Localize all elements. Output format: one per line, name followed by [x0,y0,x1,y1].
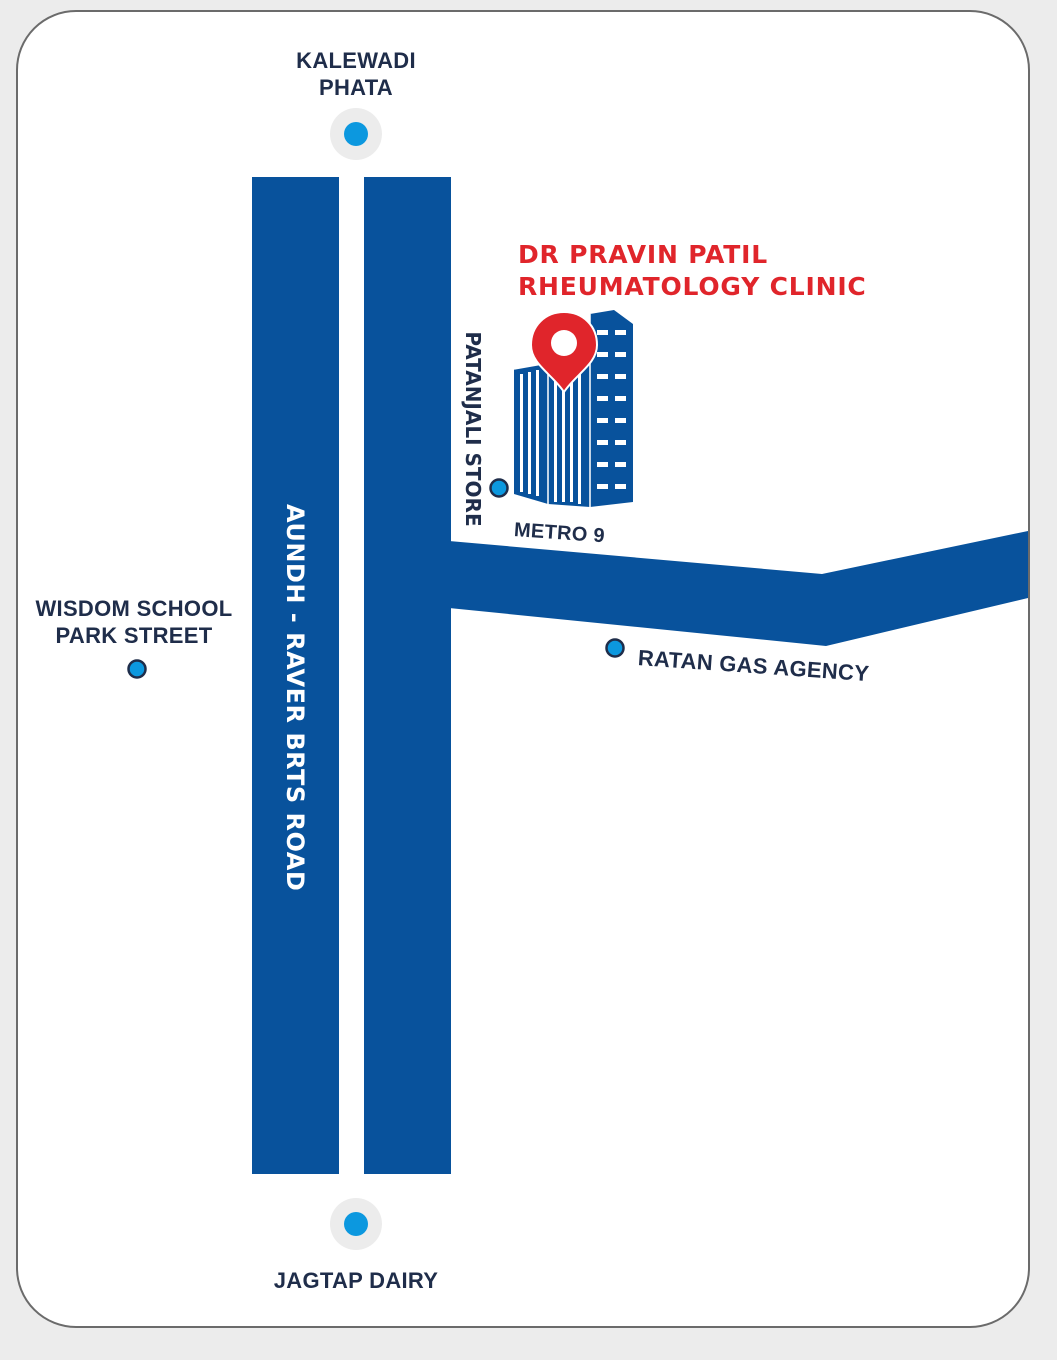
label-main-road: AUNDH - RAVER BRTS ROAD [281,504,309,892]
map-card [16,10,1030,1328]
main-road-right-lane [364,177,451,1174]
clinic-name [518,239,867,303]
kalewadi-phata-dot [330,108,382,160]
wisdom-school-line2: PARK STREET [55,623,213,648]
label-ratan-gas-agency: RATAN GAS AGENCY [637,645,871,687]
map-canvas [18,12,1028,1326]
label-jagtap-dairy: JAGTAP DAIRY [273,1268,439,1293]
label-patanjali-store: PATANJALI STORE [461,331,485,527]
patanjali-store-dot [491,480,508,497]
label-metro-9: METRO 9 [513,519,606,548]
label-wisdom-school [28,595,240,649]
jagtap-dairy-dot [330,1198,382,1250]
label-kalewadi-phata [286,47,426,101]
ratan-gas-agency-dot [607,640,624,657]
wisdom-school-line1: WISDOM SCHOOL [35,596,233,621]
kalewadi-phata-line1: KALEWADI [296,48,416,73]
clinic-name-line2: RHEUMATOLOGY CLINIC [518,272,867,301]
wisdom-school-dot [129,661,146,678]
side-road-east [449,531,1028,646]
clinic-name-line1: DR PRAVIN PATIL [518,240,768,269]
kalewadi-phata-line2: PHATA [318,75,393,100]
